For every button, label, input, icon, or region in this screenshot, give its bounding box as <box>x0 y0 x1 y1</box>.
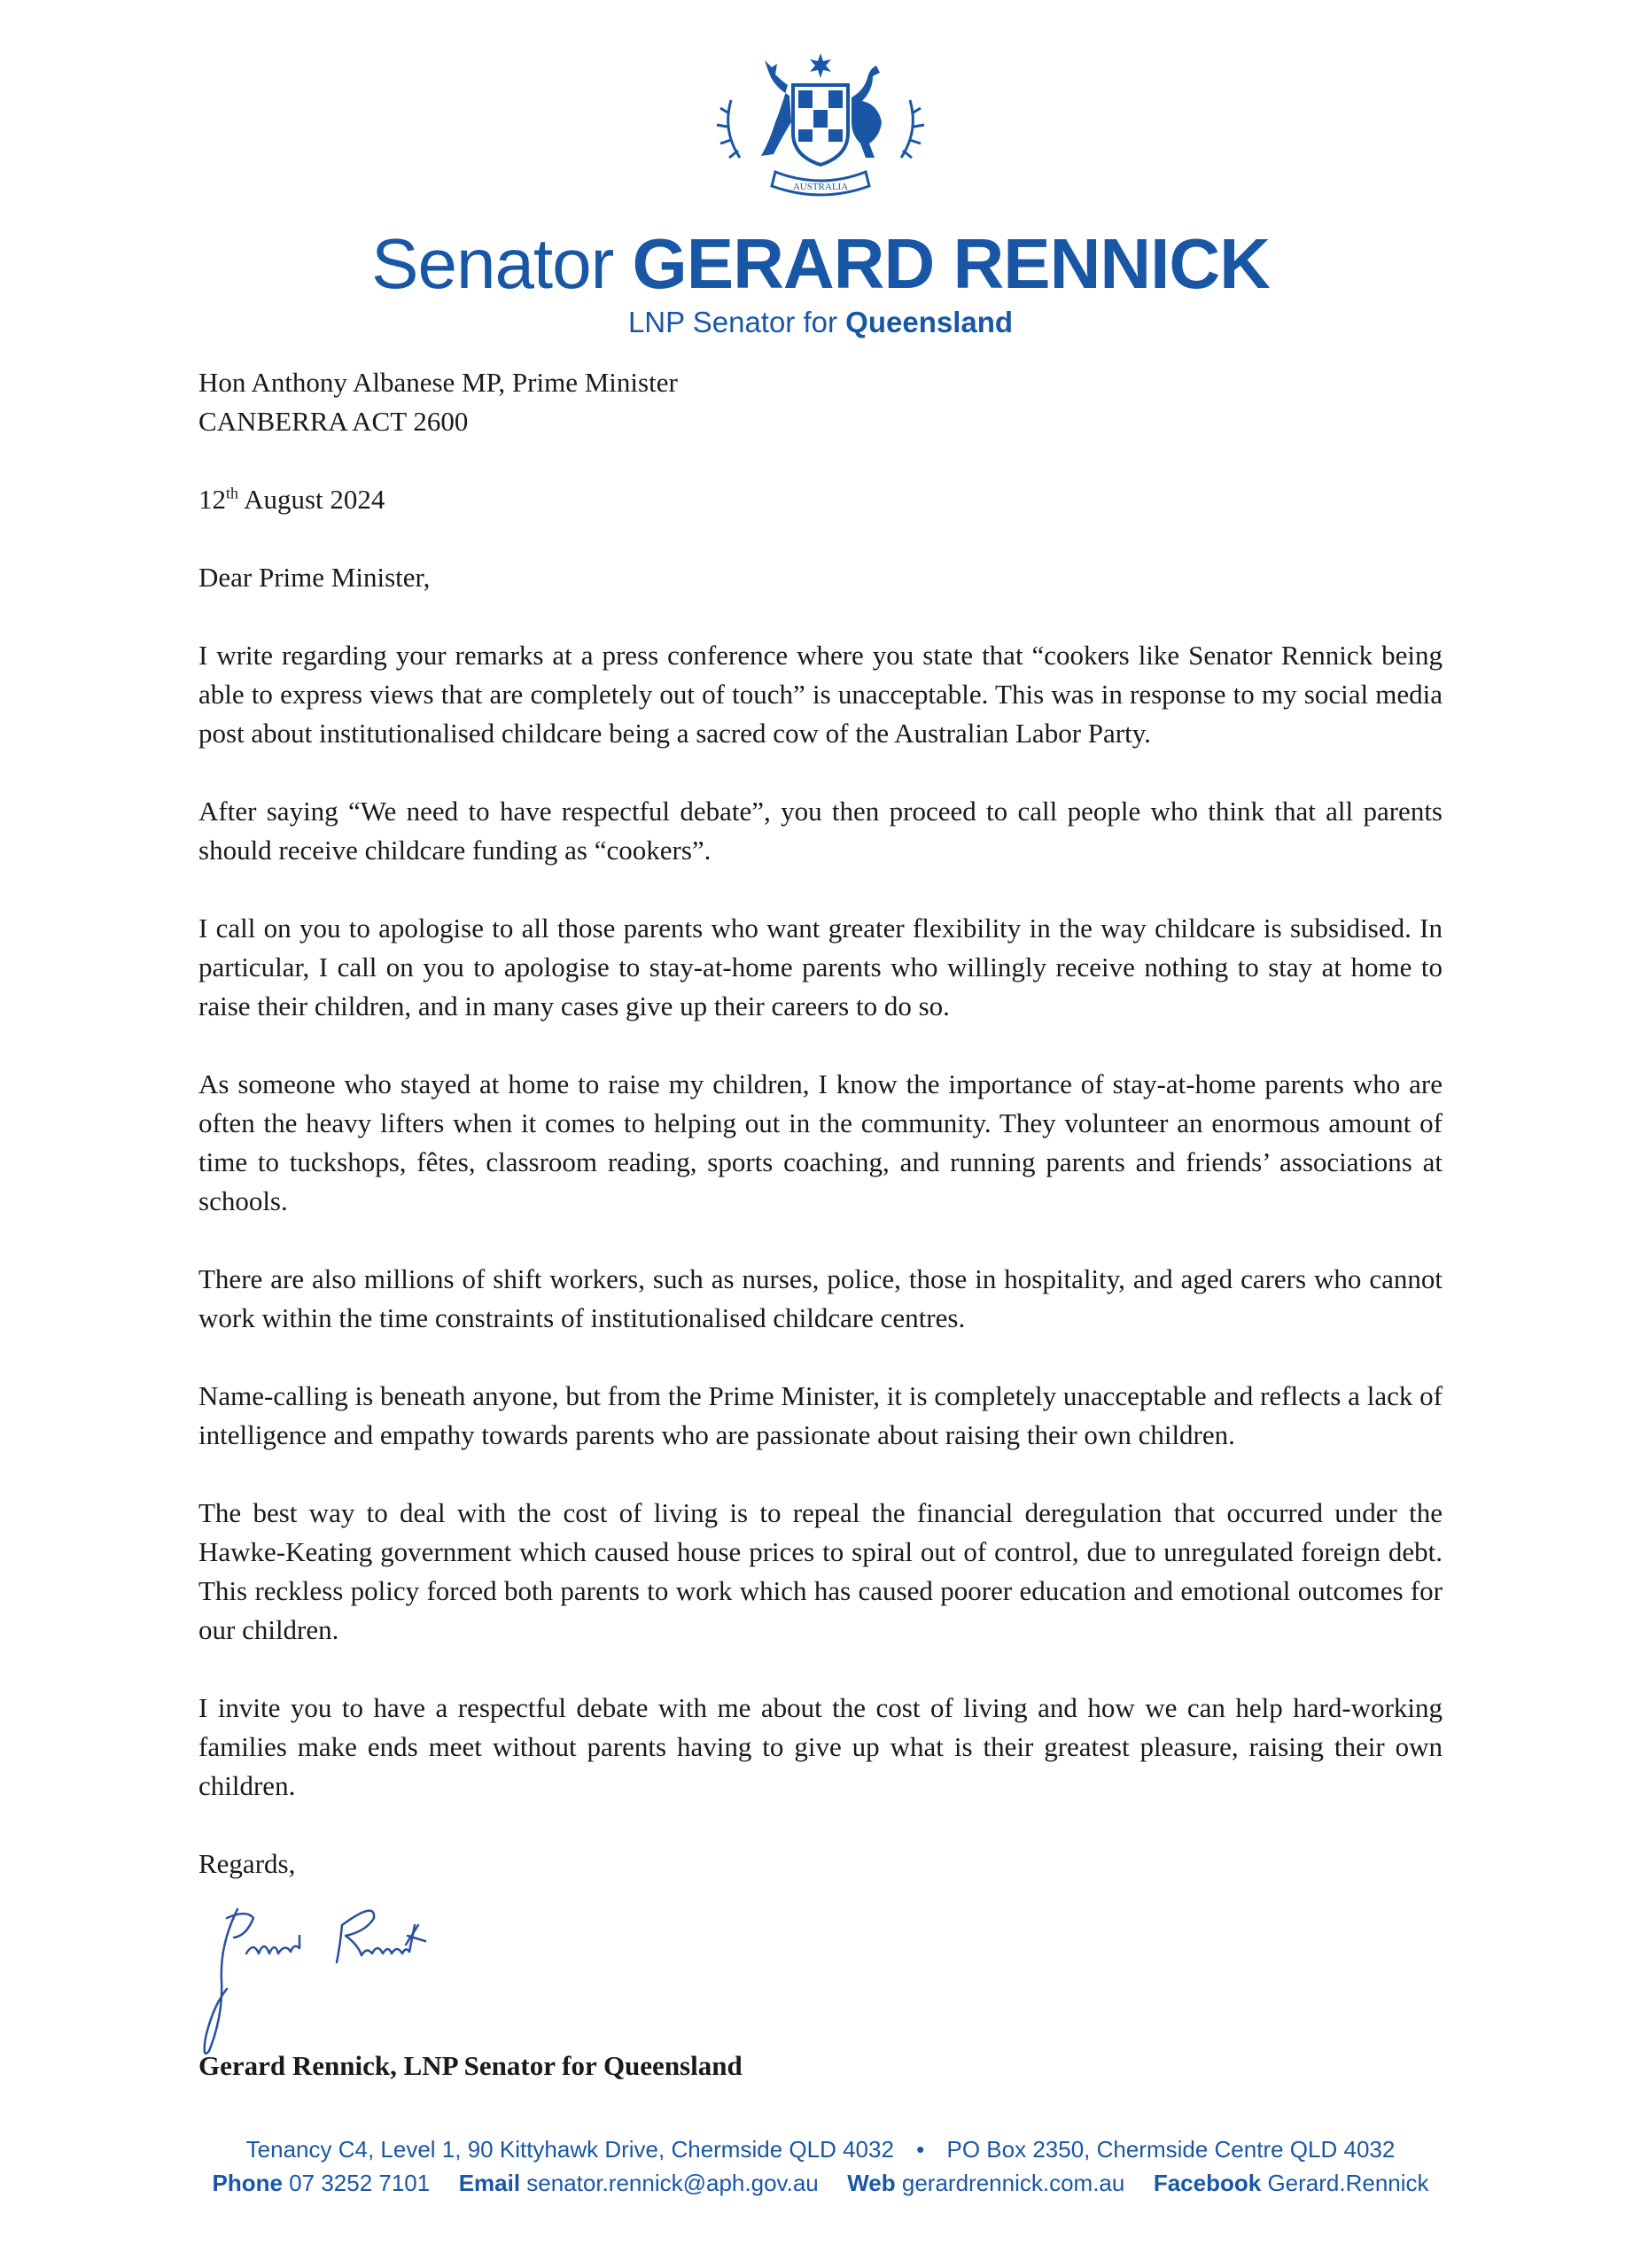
paragraph-4: As someone who stayed at home to raise my children, I know the importance of stay-at-home parents who are often the heavy lifters when it comes to helping out in the community. They volunteer an enormous amount of time to tuckshops, fêtes, classroom reading, sports coaching, and running parents and friends’ associations at schools. <box>198 1068 1443 1216</box>
footer-po-box: PO Box 2350, Chermside Centre QLD 4032 <box>946 2136 1396 2163</box>
footer-contact-line <box>0 2169 1641 2197</box>
recipient-line-2: CANBERRA ACT 2600 <box>198 406 469 437</box>
letter-body <box>198 363 1443 1922</box>
closing: Regards, <box>198 1848 296 1879</box>
paragraph-8: I invite you to have a respectful debate with me about the cost of living and how we can help hard-working families make ends meet without parents having to give up what is their greatest pleasure, raising their own children. <box>198 1692 1443 1801</box>
salutation: Dear Prime Minister, <box>198 562 431 593</box>
crest-banner-text: AUSTRALIA <box>792 182 849 192</box>
date-rest: August 2024 <box>244 484 385 515</box>
paragraph-6: Name-calling is beneath anyone, but from the Prime Minister, it is completely unacceptable and reflects a lack of intelligence and empathy towards parents who are passionate about raising their own children. <box>198 1380 1443 1450</box>
date-day: 12 <box>198 484 226 515</box>
footer-phone: 07 3252 7101 <box>289 2170 431 2196</box>
letterhead-title <box>0 221 1641 307</box>
footer-facebook-label: Facebook <box>1153 2170 1262 2196</box>
signatory-name: Gerard Rennick, LNP Senator for Queensland <box>198 2050 743 2081</box>
recipient-line-1: Hon Anthony Albanese MP, Prime Minister <box>198 367 678 398</box>
footer-address: Tenancy C4, Level 1, 90 Kittyhawk Drive, Chermside QLD 4032 <box>245 2136 894 2163</box>
footer-address-line <box>0 2135 1641 2163</box>
footer-web-label: Web <box>847 2170 896 2196</box>
letterhead-title-name: GERARD RENNICK <box>632 224 1270 303</box>
signature-icon <box>184 1883 486 2060</box>
footer-phone-label: Phone <box>212 2170 283 2196</box>
paragraph-7: The best way to deal with the cost of living is to repeal the financial deregulation that occurred under the Hawke-Keating government which caused house prices to spiral out of control, due to unregulated foreign debt. This reckless policy forced both parents to work which has caused poorer education and emotional outcomes for our children. <box>198 1497 1443 1645</box>
paragraph-2: After saying “We need to have respectful debate”, you then proceed to call people who think that all parents should receive childcare funding as “cookers”. <box>198 796 1443 866</box>
footer-separator: • <box>916 2136 925 2163</box>
paragraph-1: I write regarding your remarks at a press conference where you state that “cookers like Senator Rennick being able to express views that are completely out of touch” is unacceptable. This was in response to my social media post about institutionalised childcare being a sacred cow of the Australian Labor Party. <box>198 640 1443 749</box>
letterhead-title-prefix: Senator <box>371 224 614 303</box>
letter-date <box>198 480 1443 519</box>
footer-email-label: Email <box>458 2170 521 2196</box>
letterhead-subtitle <box>0 305 1641 340</box>
footer-web[interactable]: gerardrennick.com.au <box>901 2170 1125 2196</box>
recipient-block <box>198 363 1443 441</box>
letterhead-subtitle-place: Queensland <box>845 306 1014 338</box>
footer-facebook[interactable]: Gerard.Rennick <box>1267 2170 1429 2196</box>
letterhead-subtitle-prefix: LNP Senator for <box>627 306 837 338</box>
paragraph-3: I call on you to apologise to all those parents who want greater flexibility in the way childcare is subsidised. In particular, I call on you to apologise to stay-at-home parents who willingly receive nothing to stay at home to raise their children, and in many cases give up their careers to do so. <box>198 913 1443 1021</box>
footer-email[interactable]: senator.rennick@aph.gov.au <box>526 2170 819 2196</box>
coat-of-arms-icon <box>704 51 937 204</box>
paragraph-5: There are also millions of shift workers, such as nurses, police, those in hospitality, and aged carers who cannot work within the time constraints of institutionalised childcare centres. <box>198 1263 1443 1333</box>
date-suffix: th <box>226 484 239 502</box>
